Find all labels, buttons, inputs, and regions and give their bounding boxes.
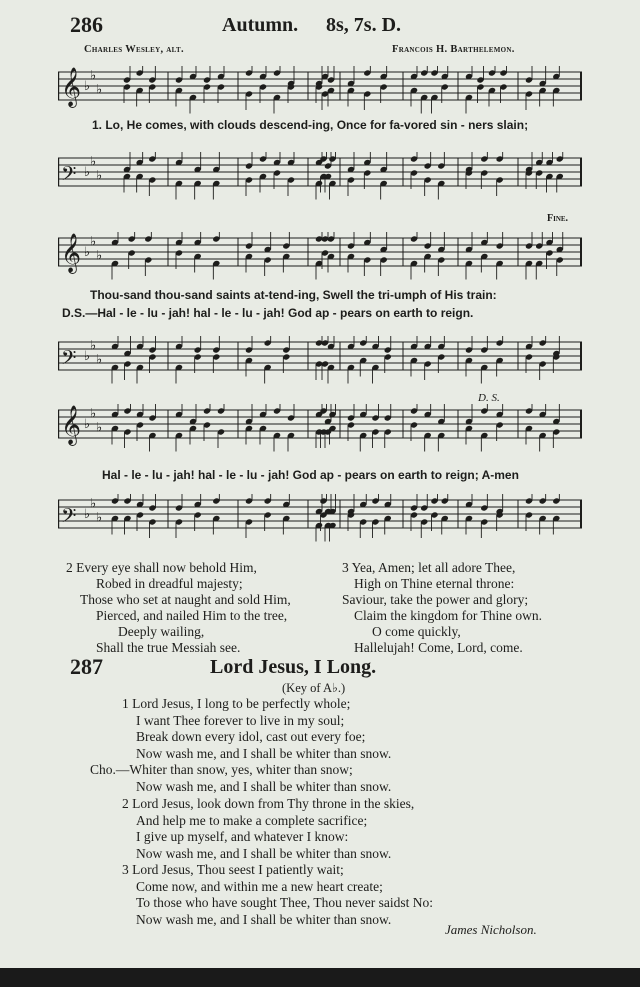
- verse-line: Break down every idol, cast out every foe;: [136, 729, 366, 744]
- svg-text:♭: ♭: [84, 507, 91, 522]
- svg-text:𝄢: 𝄢: [61, 162, 77, 190]
- verse-line: Saviour, take the power and glory;: [342, 592, 529, 607]
- fine-mark: Fine.: [547, 213, 569, 224]
- svg-text:♭: ♭: [84, 417, 91, 432]
- hymn-286-title: Autumn.: [222, 14, 299, 36]
- verse-line: Robed in dreadful majesty;: [96, 576, 243, 591]
- hymn-287-verse-1: [122, 696, 391, 762]
- verse-line: 1 Lord Jesus, I long to be perfectly whole;: [122, 696, 351, 711]
- verse-line: To those who have sought Thee, Thou never saidst No:: [136, 895, 434, 910]
- hymn-286-number: 286: [70, 12, 103, 37]
- lyric-line-2a: Thou-sand thou-sand saints at-tend-ing, Swell the tri-umph of His train:: [90, 288, 497, 302]
- svg-text:♭: ♭: [96, 510, 103, 526]
- hymn-287-author: James Nicholson.: [445, 922, 537, 937]
- svg-text:♭: ♭: [84, 165, 91, 180]
- verse-line: Deeply wailing,: [118, 624, 205, 639]
- staff-system-1-bass: [58, 152, 582, 200]
- svg-text:𝄢: 𝄢: [61, 504, 77, 532]
- svg-text:𝄞: 𝄞: [61, 233, 82, 273]
- hymn-287-number: 287: [70, 654, 103, 679]
- hymn-287-key: (Key of A♭.): [282, 681, 346, 695]
- verse-line: I give up myself, and whatever I know:: [136, 829, 349, 844]
- verse-line: Now wash me, and I shall be whiter than snow.: [136, 745, 392, 761]
- verse-line: 3 Yea, Amen; let all adore Thee,: [342, 560, 516, 575]
- lyric-line-1: 1. Lo, He comes, with clouds descend-ing, Once for fa-vored sin - ners slain;: [92, 118, 529, 132]
- svg-text:♭: ♭: [96, 248, 103, 264]
- staff-system-2-bass: [58, 336, 582, 384]
- svg-text:♭: ♭: [84, 245, 91, 260]
- verse-line: And help me to make a complete sacrifice;: [136, 812, 368, 828]
- svg-text:♭: ♭: [90, 68, 97, 84]
- svg-text:♭: ♭: [84, 79, 91, 94]
- words-credit: Charles Wesley, alt.: [84, 44, 184, 55]
- verse-line: Those who set at naught and sold Him,: [80, 592, 291, 607]
- verse-line: 2 Every eye shall now behold Him,: [66, 560, 257, 575]
- svg-text:♭: ♭: [96, 82, 103, 98]
- hymn-286-meter: 8s, 7s. D.: [326, 14, 402, 36]
- svg-text:♭: ♭: [96, 352, 103, 368]
- verse-line: O come quickly,: [372, 624, 461, 639]
- hymn-287-verse-2: [122, 796, 414, 862]
- verse-line: High on Thine eternal throne:: [354, 576, 515, 591]
- hymn-286-verse-2: [66, 560, 291, 656]
- verse-line: Hallelujah! Come, Lord, come.: [354, 640, 523, 655]
- verse-line: Now wash me, and I shall be whiter than snow.: [136, 911, 392, 927]
- verse-line: I want Thee forever to live in my soul;: [136, 712, 345, 728]
- hymn-286-verse-3: [342, 560, 542, 656]
- svg-text:♭: ♭: [90, 406, 97, 422]
- svg-text:♭: ♭: [90, 154, 97, 170]
- hymn-287-verse-3: [122, 862, 433, 928]
- svg-text:♭: ♭: [90, 496, 97, 512]
- verse-line: Come now, and within me a new heart create;: [136, 878, 383, 894]
- verse-line: Now wash me, and I shall be whiter than snow.: [136, 845, 392, 861]
- verse-line: Shall the true Messiah see.: [96, 640, 241, 655]
- staff-system-1-treble: [58, 66, 582, 114]
- verse-line: Claim the kingdom for Thine own.: [354, 608, 542, 623]
- svg-text:𝄢: 𝄢: [61, 346, 77, 374]
- chorus-line: Cho.—Whiter than snow, yes, whiter than snow;: [90, 762, 353, 777]
- svg-text:♭: ♭: [90, 234, 97, 250]
- svg-text:♭: ♭: [84, 349, 91, 364]
- staff-system-3-bass: [58, 494, 582, 542]
- verse-line: 2 Lord Jesus, look down from Thy throne in the skies,: [122, 796, 415, 811]
- hymn-287-title: Lord Jesus, I Long.: [210, 656, 377, 678]
- hymn-287-chorus: [90, 762, 391, 795]
- svg-text:♭: ♭: [96, 420, 103, 436]
- lyric-line-3: Hal - le - lu - jah! hal - le - lu - jah! God ap - pears on earth to reign; A-men: [102, 468, 519, 482]
- svg-text:𝄞: 𝄞: [61, 405, 82, 445]
- lyric-line-2b: D.S.—Hal - le - lu - jah! hal - le - lu - jah! God ap - pears on earth to reign.: [62, 306, 474, 320]
- ds-mark: D. S.: [478, 392, 500, 404]
- page-bottom-edge: [0, 968, 640, 987]
- svg-text:♭: ♭: [96, 168, 103, 184]
- staff-system-3-treble: [58, 404, 582, 452]
- svg-text:𝄞: 𝄞: [61, 67, 82, 107]
- music-credit: Francois H. Barthelemon.: [392, 44, 515, 55]
- verse-line: Pierced, and nailed Him to the tree,: [96, 608, 288, 623]
- chorus-line: Now wash me, and I shall be whiter than snow.: [136, 778, 392, 794]
- svg-text:♭: ♭: [90, 338, 97, 354]
- verse-line: 3 Lord Jesus, Thou seest I patiently wait;: [122, 862, 344, 877]
- staff-system-2-treble: [58, 232, 582, 280]
